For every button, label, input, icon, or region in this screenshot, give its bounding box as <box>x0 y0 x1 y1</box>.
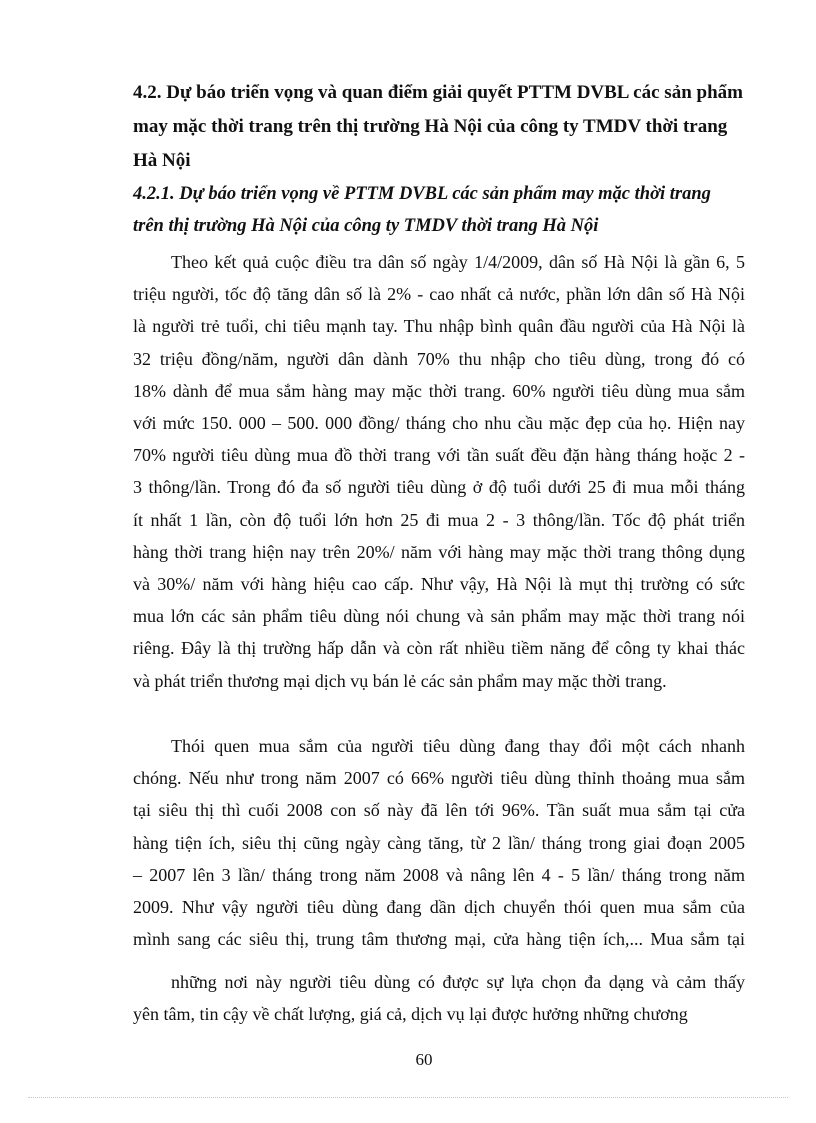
text-line: tại siêu thị thì cuối 2008 con số này đã lên tới 96%. Tần suất mua sắm tại cửa <box>133 800 745 821</box>
text-line: Thói quen mua sắm của người tiêu dùng đang thay đổi một cách nhanh <box>171 736 745 756</box>
text-line: mình sang các siêu thị, trung tâm thương mại, cửa hàng tiện ích,... Mua sắm tại <box>133 929 745 950</box>
text-line: 3 thông/lần. Trong đó đa số người tiêu dùng ở độ tuổi dưới 25 đi mua mỗi tháng <box>133 477 745 498</box>
paragraph-2 <box>133 730 745 955</box>
text-line: 2009. Như vậy người tiêu dùng đang dần dịch chuyển thói quen mua sắm của <box>133 897 745 918</box>
subheading-line: 4.2.1. Dự báo triển vọng về PTTM DVBL các sản phẩm may mặc thời trang <box>133 184 711 204</box>
text-line: 70% người tiêu dùng mua đồ thời trang với tần suất đều đặn hàng tháng hoặc 2 - <box>133 445 745 466</box>
subsection-heading-4-2-1 <box>133 178 745 242</box>
text-line: yên tâm, tin cậy về chất lượng, giá cả, dịch vụ lại được hưởng những chương <box>133 1004 688 1025</box>
text-line: – 2007 lên 3 lần/ tháng trong năm 2008 và nâng lên 4 - 5 lần/ tháng trong năm <box>133 864 745 885</box>
page-number: 60 <box>415 1050 433 1069</box>
text-line: Theo kết quả cuộc điều tra dân số ngày 1/4/2009, dân số Hà Nội là gần 6, 5 <box>171 252 745 272</box>
text-line: với mức 150. 000 – 500. 000 đồng/ tháng cho nhu cầu mặc đẹp của họ. Hiện nay <box>133 413 745 434</box>
subheading-line: trên thị trường Hà Nội của công ty TMDV thời trang Hà Nội <box>133 216 599 236</box>
text-line: 18% dành để mua sắm hàng may mặc thời trang. 60% người tiêu dùng mua sắm <box>133 380 745 401</box>
section-heading-4-2 <box>133 76 745 178</box>
text-line: và phát triển thương mại dịch vụ bán lẻ các sản phẩm may mặc thời trang. <box>133 670 667 691</box>
heading-line: 4.2. Dự báo triển vọng và quan điểm giải quyết PTTM DVBL các sản phẩm <box>133 82 743 103</box>
text-line: 32 triệu đồng/năm, người dân dành 70% thu nhập cho tiêu dùng, trong đó có <box>133 348 745 369</box>
text-line: là người trẻ tuổi, chi tiêu mạnh tay. Thu nhập bình quân đầu người của Hà Nội là <box>133 316 745 337</box>
text-line: và 30%/ năm với hàng hiệu cao cấp. Như vậy, Hà Nội là mụt thị trường có sức <box>133 574 745 595</box>
text-line: hàng tiện ích, siêu thị cũng ngày càng tăng, từ 2 lần/ tháng trong giai đoạn 2005 <box>133 832 745 853</box>
text-line: ít nhất 1 lần, còn độ tuổi lớn hơn 25 đi mua 2 - 3 thông/lần. Tốc độ phát triển <box>133 509 745 530</box>
page-bottom-divider <box>28 1097 788 1098</box>
heading-line: may mặc thời trang trên thị trường Hà Nội của công ty TMDV thời trang <box>133 116 728 137</box>
text-line: triệu người, tốc độ tăng dân số là 2% - cao nhất cả nước, phần lớn dân số Hà Nội <box>133 284 745 305</box>
text-line: riêng. Đây là thị trường hấp dẫn và còn rất nhiều tiềm năng để công ty khai thác <box>133 638 745 659</box>
heading-word-right: Nội <box>162 150 191 171</box>
text-line: mua lớn các sản phẩm tiêu dùng nói chung và sản phẩm may mặc thời trang nói <box>133 606 745 627</box>
paragraph-1 <box>133 246 745 697</box>
paragraph-3 <box>133 966 745 1030</box>
heading-line <box>133 144 745 178</box>
text-line: chóng. Nếu như trong năm 2007 có 66% người tiêu dùng thỉnh thoảng mua sắm <box>133 768 745 789</box>
heading-word-left: Hà <box>133 150 158 171</box>
text-line: hàng thời trang hiện nay trên 20%/ năm với hàng may mặc thời trang thông dụng <box>133 541 745 562</box>
text-line: những nơi này người tiêu dùng có được sự lựa chọn đa dạng và cảm thấy <box>171 972 745 992</box>
